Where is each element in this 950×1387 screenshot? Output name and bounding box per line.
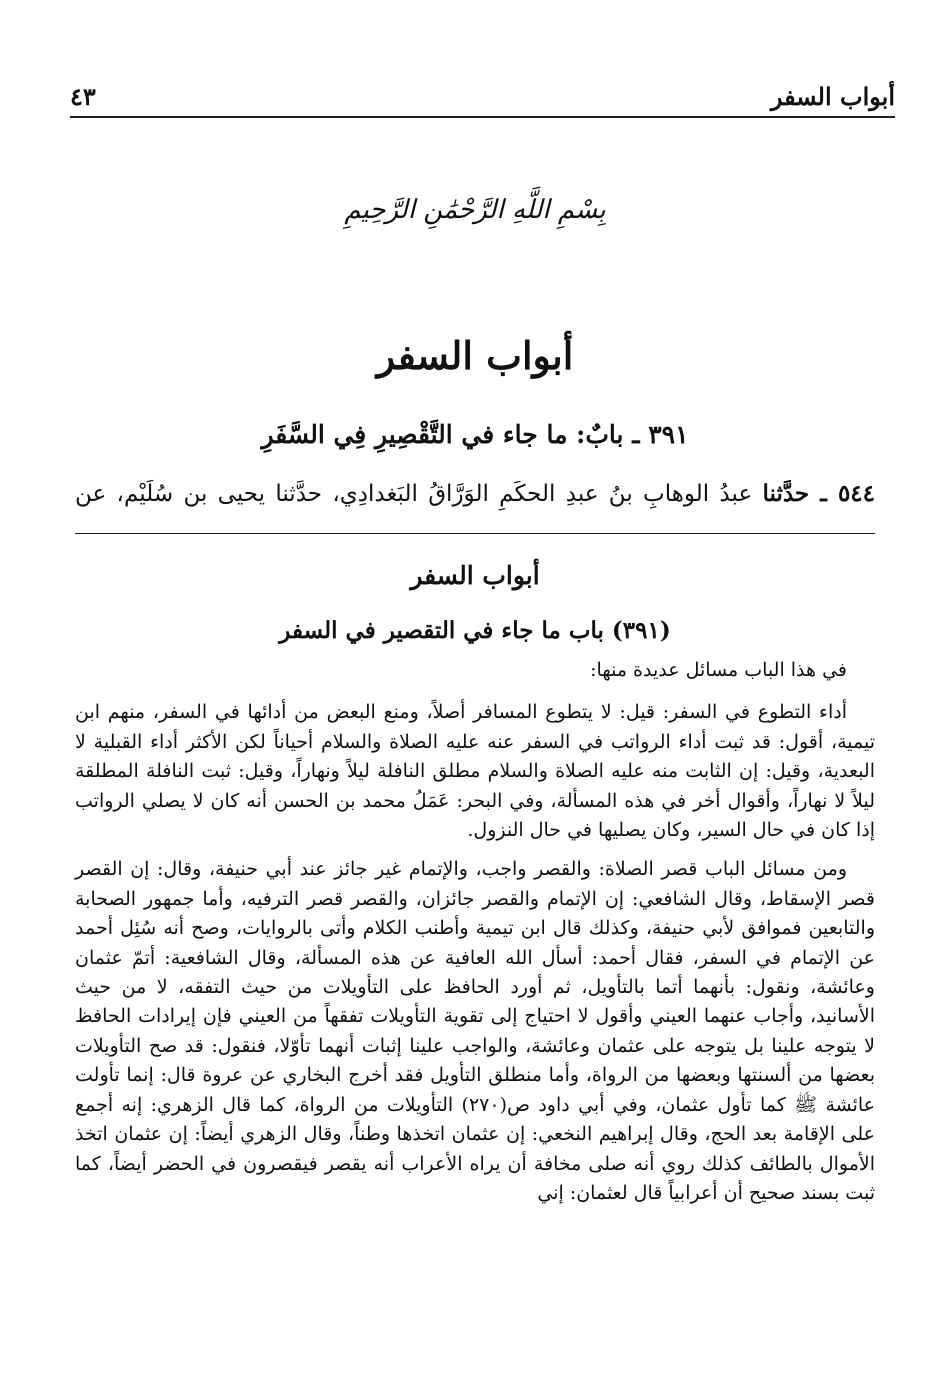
basmala: بِسْمِ اللَّهِ الرَّحْمَٰنِ الرَّحِيمِ [344,195,606,225]
page-number: ٤٣ [70,82,96,111]
chapter-heading: ٣٩١ ـ بابٌ: ما جاء في التَّقْصِيرِ فِي السَّفَرِ [261,420,689,449]
running-title: أبواب السفر [770,82,895,111]
main-title: أبواب السفر [376,333,574,378]
commentary-body [75,656,875,1208]
commentary-intro: في هذا الباب مسائل عديدة منها: [590,659,847,681]
commentary-title: أبواب السفر [410,561,540,590]
page-header [70,80,895,118]
hadith-label: ٥٤٤ ـ حدَّثنا [762,480,875,507]
commentary-paragraph-1: أداء التطوع في السفر: قيل: لا يتطوع المسافر أصلاً، ومنع البعض من أدائها في السفر، منهم ابن تيمية، أقول: قد ثبت أداء الرواتب في السفر عنه عليه الصلاة والسلام أحياناً لكن الأكثر أداء القبلية لا البعدية، وقيل: إن الثابت منه عليه الصلاة والسلام مطلق النافلة ليلاً ونهاراً، وقيل: ثبت النافلة المطلقة ليلاً لا نهاراً، وأقوال أخر في هذه المسألة، وفي البحر: عَمَلُ محمد بن الحسن أنه كان لا يصلي الرواتب إذا كان في حال السير، وكان يصليها في حال النزول. [75,701,875,842]
commentary-heading: (٣٩١) باب ما جاء في التقصير في السفر [279,617,671,644]
hadith-chain: عبدُ الوهابِ بنُ عبدِ الحكَمِ الوَرَّاقُ البَغدادِي، حدَّثنا يحيى بن سُلَيْم، عن [75,481,763,507]
hadith-text [75,480,875,507]
footnote-separator [75,533,875,534]
commentary-paragraph-2: ومن مسائل الباب قصر الصلاة: والقصر واجب، والإتمام غير جائز عند أبي حنيفة، وقال: إن القصر قصر الإسقاط، وقال الشافعي: إن الإتمام والقصر جائزان، والقصر قصر الترفيه، وأما جمهور الصحابة والتابعين فموافق لأبي حنيفة، وكذلك قال ابن تيمية وأطنب الكلام وأتى بالروايات، وصح أنه سُئِل أحمد عن الإتمام في السفر، فقال أحمد: أسأل الله العافية عن هذه المسألة، وقال الشافعية: أتمّ عثمان وعائشة، ونقول: بأنهما أتما بالتأويل، ثم أورد الحافظ على التأويلات من حيث التفقه، لا من حيث الأسانيد، وأجاب عنهما العيني وأقول لا احتياج إلى تقوية التأويلات تفقهاً من العيني فإن إيرادات الحافظ لا يتوجه علينا بل يتوجه على عثمان وعائشة، والواجب علينا إثبات أنهما تأوّلا، فنقول: قد صح التأويلات بعضها من ألسنتها وبعضها من الرواة، وأما منطلق التأويل فقد أخرج البخاري عن عروة قال: إنما تأولت عائشة ﷺ كما تأول عثمان، وفي أبي داود ص(٢٧٠) التأويلات من الرواة، كما قال الزهري: إنه أجمع على الإقامة بعد الحج، وقال إبراهيم النخعي: إن عثمان اتخذها وطناً، وقال الزهري أيضاً: إن عثمان اتخذ الأموال بالطائف كذلك روي أنه صلى مخافة أن يراه الأعراب أنه يقصر فيقصرون في الحضر أيضاً، كما ثبت بسند صحيح أن أعرابياً قال لعثمان: إني [75,858,875,1204]
